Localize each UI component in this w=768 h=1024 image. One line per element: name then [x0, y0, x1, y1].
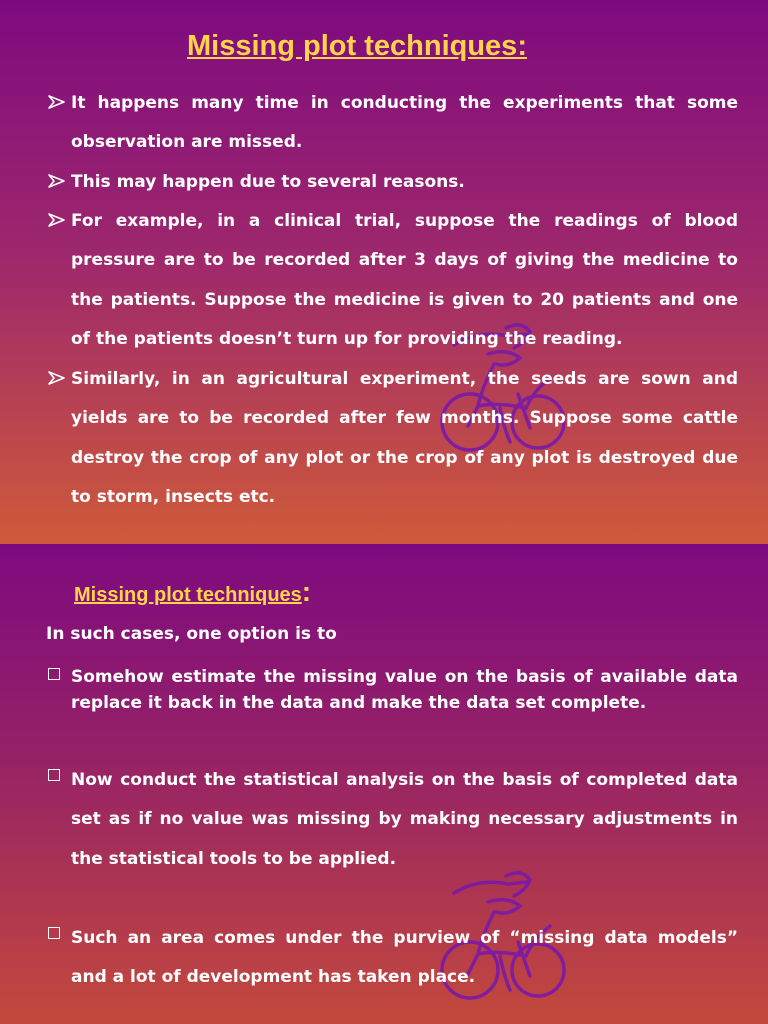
checkbox-bullet-icon	[48, 668, 60, 680]
bullet-item	[48, 202, 738, 359]
checkbox-item	[48, 919, 738, 998]
bullet-item	[48, 84, 738, 163]
checkbox-bullet-icon	[48, 927, 60, 939]
slide-title-colon: :	[301, 576, 312, 607]
bullet-text: This may happen due to several reasons.	[71, 172, 465, 192]
bullet-text: Similarly, in an agricultural experiment, the seeds are sown and yields are to be recorded after few months. Suppose some cattle destroy the crop of any plot or the crop of any plot is destroyed due to storm, insects etc.	[71, 369, 738, 507]
arrow-bullet-icon	[48, 370, 66, 386]
slide-title-text: Missing plot techniques	[74, 584, 302, 606]
intro-text: In such cases, one option is to	[46, 624, 337, 644]
arrow-bullet-icon	[48, 94, 66, 110]
slide-title	[74, 576, 311, 608]
checkbox-item-text: Somehow estimate the missing value on the basis of available data replace it back in the data and make the data set complete.	[71, 667, 738, 713]
bullet-item	[48, 360, 738, 517]
checkbox-item	[48, 761, 738, 879]
arrow-bullet-icon	[48, 212, 66, 228]
slide-2	[0, 544, 768, 1024]
slide-title: Missing plot techniques:	[187, 30, 527, 62]
bullet-text: For example, in a clinical trial, suppose the readings of blood pressure are to be recorded after 3 days of giving the medicine to the patients. Suppose the medicine is given to 20 patients and one of the patients doesn’t turn up for providing the reading.	[71, 211, 738, 349]
bullet-text: It happens many time in conducting the experiments that some observation are missed.	[71, 93, 738, 153]
checkbox-item	[48, 664, 738, 716]
arrow-bullet-icon	[48, 173, 66, 189]
bullet-item	[48, 163, 738, 202]
checkbox-item-text: Such an area comes under the purview of “missing data models” and a lot of development has taken place.	[71, 928, 738, 988]
checkbox-bullet-icon	[48, 769, 60, 781]
checkbox-item-text: Now conduct the statistical analysis on the basis of completed data set as if no value was missing by making necessary adjustments in the statistical tools to be applied.	[71, 770, 738, 869]
